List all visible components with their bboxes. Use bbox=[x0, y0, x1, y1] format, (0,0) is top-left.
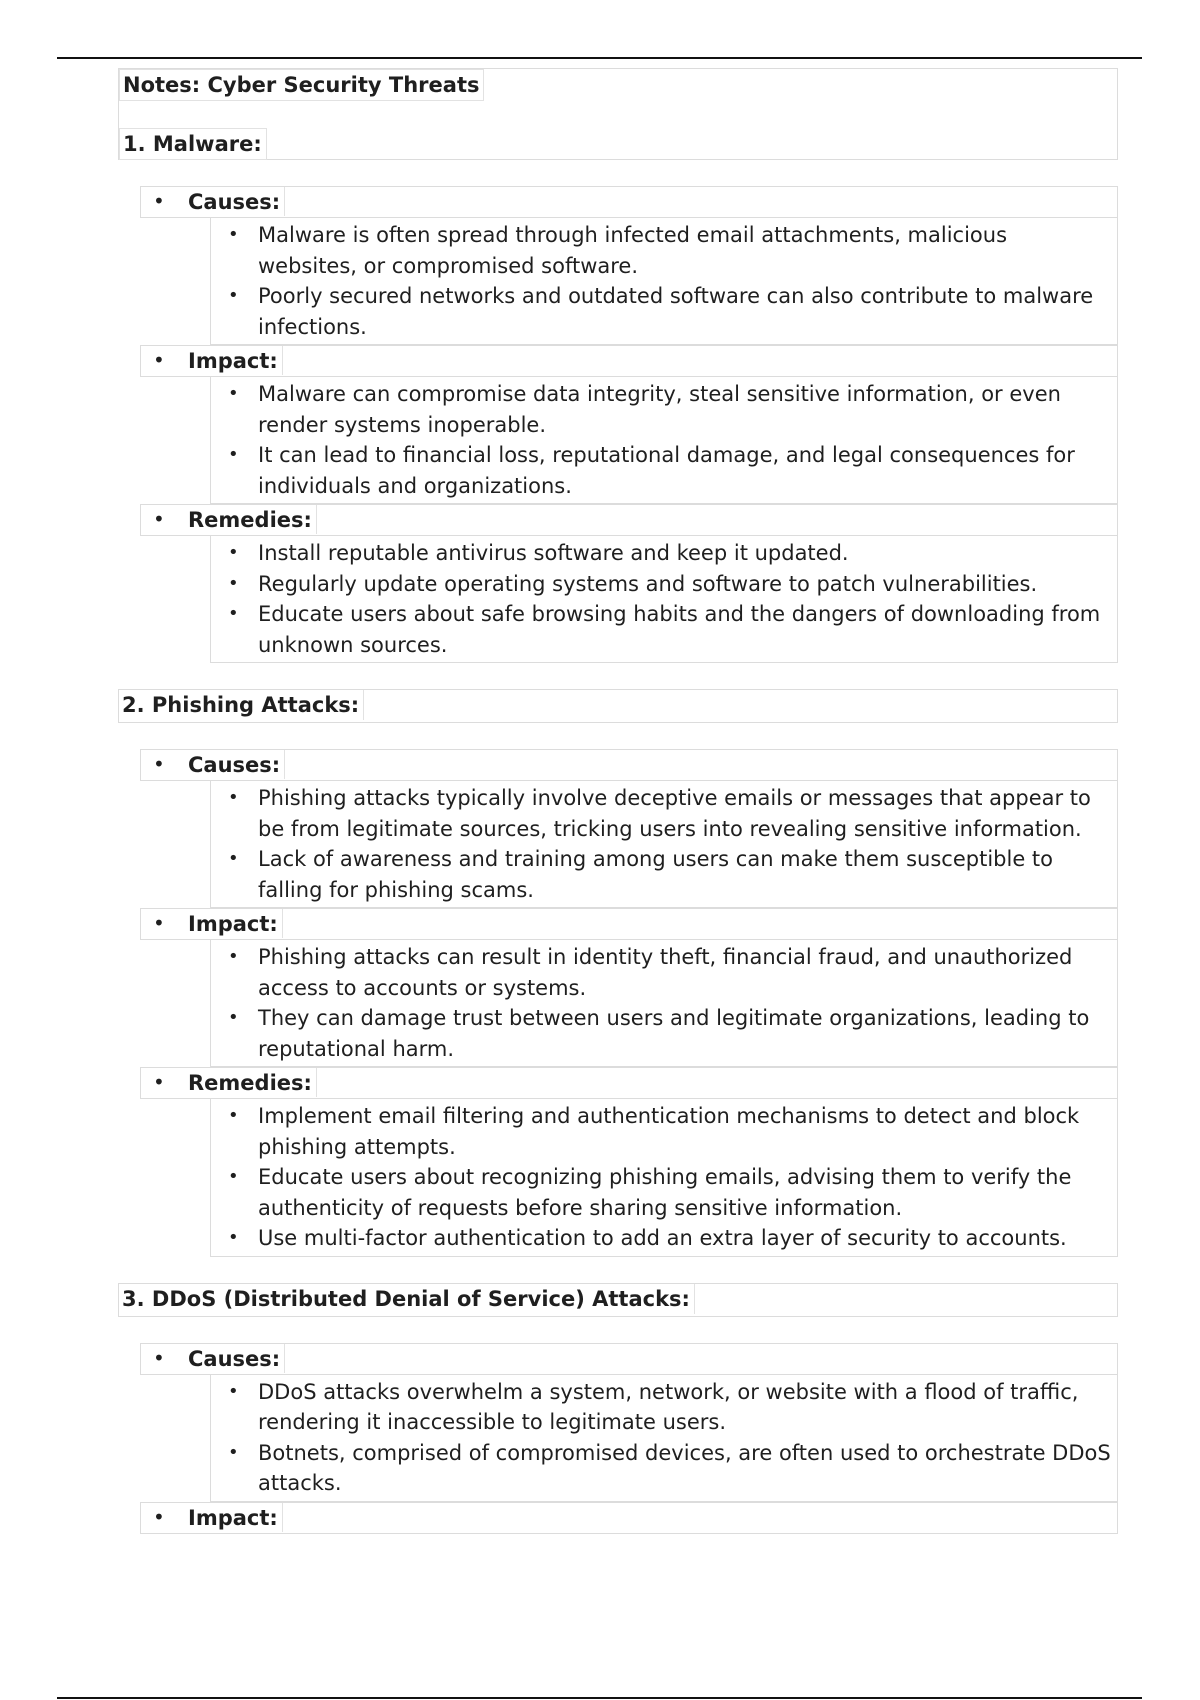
bullet-icon: • bbox=[153, 1345, 165, 1370]
title-block bbox=[118, 68, 1118, 160]
bullet-icon: • bbox=[153, 911, 165, 935]
list-item: • Poorly secured networks and outdated software can also contribute to malware infections. bbox=[258, 281, 1117, 342]
category-remedies bbox=[140, 504, 1118, 536]
section-heading-malware: 1. Malware: bbox=[119, 128, 267, 160]
bottom-rule bbox=[57, 1697, 1142, 1699]
causes-list bbox=[210, 781, 1118, 908]
bullet-icon: • bbox=[153, 1504, 165, 1529]
category-label: Impact: bbox=[188, 346, 283, 375]
document-page bbox=[118, 68, 1118, 1534]
category-label: Remedies: bbox=[188, 505, 317, 534]
list-item: • Lack of awareness and training among users can make them susceptible to falling for phishing scams. bbox=[258, 844, 1117, 905]
remedies-list bbox=[210, 536, 1118, 663]
top-rule bbox=[57, 57, 1142, 59]
section-heading-box bbox=[118, 1283, 1118, 1317]
category-label: Causes: bbox=[188, 1344, 285, 1373]
list-item: • Use multi-factor authentication to add an extra layer of security to accounts. bbox=[258, 1223, 1117, 1254]
list-item: • Malware can compromise data integrity, steal sensitive information, or even render systems inoperable. bbox=[258, 379, 1117, 440]
list-item: • Educate users about safe browsing habits and the dangers of downloading from unknown sources. bbox=[258, 599, 1117, 660]
list-item: • It can lead to financial loss, reputational damage, and legal consequences for individuals and organizations. bbox=[258, 440, 1117, 501]
category-causes bbox=[140, 1343, 1118, 1375]
list-item: • Malware is often spread through infected email attachments, malicious websites, or compromised software. bbox=[258, 220, 1117, 281]
bullet-icon: • bbox=[153, 348, 165, 372]
category-impact bbox=[140, 345, 1118, 377]
bullet-icon: • bbox=[153, 1070, 165, 1094]
bullet-icon: • bbox=[153, 189, 165, 213]
bullet-icon: • bbox=[153, 507, 165, 531]
category-label: Causes: bbox=[188, 187, 285, 216]
category-label: Impact: bbox=[188, 909, 283, 938]
list-item: • Phishing attacks typically involve deceptive emails or messages that appear to be from legitimate sources, tricking users into revealing sensitive information. bbox=[258, 783, 1117, 844]
bullet-icon: • bbox=[153, 752, 165, 776]
remedies-list bbox=[210, 1099, 1118, 1257]
section-heading-ddos: 3. DDoS (Distributed Denial of Service) Attacks: bbox=[119, 1284, 695, 1314]
impact-list bbox=[210, 940, 1118, 1067]
list-item: • DDoS attacks overwhelm a system, network, or website with a flood of traffic, rendering it inaccessible to legitimate users. bbox=[258, 1377, 1117, 1438]
list-item: • They can damage trust between users and legitimate organizations, leading to reputational harm. bbox=[258, 1003, 1117, 1064]
category-label: Impact: bbox=[188, 1503, 283, 1532]
causes-list bbox=[210, 1375, 1118, 1502]
impact-list bbox=[210, 377, 1118, 504]
page-title: Notes: Cyber Security Threats bbox=[119, 69, 484, 101]
category-causes bbox=[140, 749, 1118, 781]
category-label: Causes: bbox=[188, 750, 285, 779]
category-label: Remedies: bbox=[188, 1068, 317, 1097]
causes-list bbox=[210, 218, 1118, 345]
list-item: • Educate users about recognizing phishing emails, advising them to verify the authenticity of requests before sharing sensitive information. bbox=[258, 1162, 1117, 1223]
category-impact bbox=[140, 1502, 1118, 1534]
list-item: • Implement email filtering and authentication mechanisms to detect and block phishing attempts. bbox=[258, 1101, 1117, 1162]
category-remedies bbox=[140, 1067, 1118, 1099]
category-causes bbox=[140, 186, 1118, 218]
list-item: • Install reputable antivirus software and keep it updated. bbox=[258, 538, 1117, 569]
list-item: • Regularly update operating systems and software to patch vulnerabilities. bbox=[258, 569, 1117, 600]
list-item: • Phishing attacks can result in identity theft, financial fraud, and unauthorized access to accounts or systems. bbox=[258, 942, 1117, 1003]
list-item: • Botnets, comprised of compromised devices, are often used to orchestrate DDoS attacks. bbox=[258, 1438, 1117, 1499]
category-impact bbox=[140, 908, 1118, 940]
section-heading-box bbox=[118, 689, 1118, 723]
section-heading-phishing: 2. Phishing Attacks: bbox=[119, 690, 364, 720]
